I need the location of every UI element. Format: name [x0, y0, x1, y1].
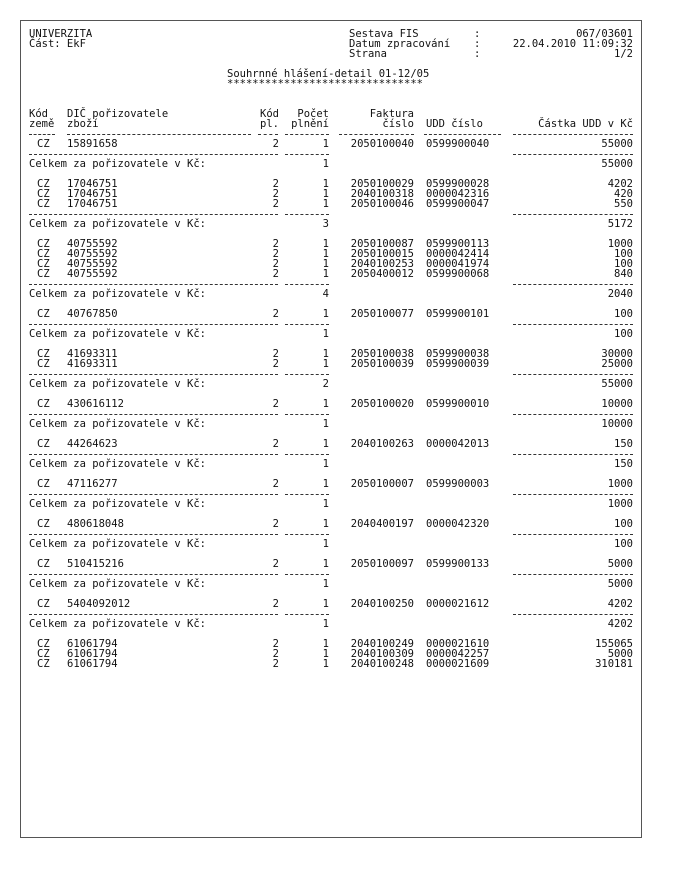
table-row: [29, 439, 633, 449]
column-header-rule: [29, 129, 633, 139]
cell-kod-zeme: CZ: [37, 648, 50, 660]
cell-faktura: 2040400197: [350, 518, 414, 530]
group-total-row: [29, 379, 633, 389]
cell-pocet: 1: [322, 518, 329, 530]
cell-faktura: 2050100039: [350, 358, 414, 370]
table-row: [29, 259, 633, 269]
report-title-underline: *******************************: [227, 78, 423, 90]
col-udd: UDD číslo: [426, 118, 483, 130]
group-total-row: [29, 419, 633, 429]
cell-kod-pl: 2: [272, 308, 279, 320]
cell-faktura: 2050100029: [350, 178, 414, 190]
cell-kod-pl: 2: [272, 638, 279, 650]
group-total-row: [29, 289, 633, 299]
cell-pocet: 1: [322, 438, 329, 450]
cell-udd: 0599900113: [426, 238, 490, 250]
total-label: Celkem za pořizovatele v Kč:: [29, 378, 207, 390]
col-dic-2: zboží: [67, 118, 99, 130]
cell-faktura: 2050100020: [350, 398, 414, 410]
group-total-row: [29, 219, 633, 229]
cell-pocet: 1: [322, 258, 329, 270]
cell-faktura: 2050100040: [350, 138, 414, 150]
cell-kod-pl: 2: [272, 268, 279, 280]
cell-pocet: 1: [322, 598, 329, 610]
total-amount: 4202: [607, 618, 633, 630]
total-count: 2: [322, 378, 329, 390]
cell-dic: 40755592: [67, 238, 118, 250]
cell-pocet: 1: [322, 348, 329, 360]
cell-kod-zeme: CZ: [37, 238, 50, 250]
cell-castka: 100: [614, 258, 633, 270]
cell-kod-pl: 2: [272, 438, 279, 450]
cell-castka: 150: [614, 438, 633, 450]
cell-kod-pl: 2: [272, 478, 279, 490]
col-kod-pl-2: pl.: [260, 118, 279, 130]
total-amount: 100: [614, 538, 633, 550]
cell-kod-zeme: CZ: [37, 358, 50, 370]
cell-pocet: 1: [322, 198, 329, 210]
total-amount: 5000: [607, 578, 633, 590]
cell-faktura: 2040100263: [350, 438, 414, 450]
cell-pocet: 1: [322, 308, 329, 320]
cell-kod-pl: 2: [272, 188, 279, 200]
table-row: [29, 139, 633, 149]
cell-castka: 1000: [607, 478, 633, 490]
cell-pocet: 1: [322, 558, 329, 570]
cell-castka: 840: [614, 268, 633, 280]
total-amount: 2040: [607, 288, 633, 300]
cell-kod-pl: 2: [272, 138, 279, 150]
cell-kod-zeme: CZ: [37, 258, 50, 270]
cell-faktura: 2050100007: [350, 478, 414, 490]
cell-udd: 0599900039: [426, 358, 490, 370]
cell-dic: 40755592: [67, 248, 118, 260]
cell-castka: 100: [614, 308, 633, 320]
sep-2: :: [474, 38, 481, 50]
cell-pocet: 1: [322, 238, 329, 250]
total-label: Celkem za pořizovatele v Kč:: [29, 218, 207, 230]
cell-udd: 0000042316: [426, 188, 490, 200]
cell-faktura: 2040100318: [350, 188, 414, 200]
cell-udd: 0000041974: [426, 258, 490, 270]
cell-faktura: 2050400012: [350, 268, 414, 280]
cell-castka: 30000: [601, 348, 633, 360]
cell-udd: 0000042257: [426, 648, 490, 660]
table-row: [29, 639, 633, 649]
report-title: Souhrnné hlášení-detail 01-12/05: [227, 68, 430, 80]
table-row: [29, 399, 633, 409]
total-label: Celkem za pořizovatele v Kč:: [29, 418, 207, 430]
col-pocet-2: plnění: [291, 118, 329, 130]
cell-dic: 510415216: [67, 558, 124, 570]
header-line-2: [29, 39, 633, 49]
cell-faktura: 2050100087: [350, 238, 414, 250]
cell-kod-zeme: CZ: [37, 198, 50, 210]
group-total-row: [29, 499, 633, 509]
table-row: [29, 309, 633, 319]
cell-kod-zeme: CZ: [37, 438, 50, 450]
cell-kod-zeme: CZ: [37, 398, 50, 410]
cell-kod-zeme: CZ: [37, 248, 50, 260]
cell-udd: 0000042414: [426, 248, 490, 260]
cell-udd: 0000021610: [426, 638, 490, 650]
group-total-row: [29, 159, 633, 169]
cell-castka: 100: [614, 518, 633, 530]
cell-faktura: 2050100038: [350, 348, 414, 360]
cell-udd: 0599900028: [426, 178, 490, 190]
cell-udd: 0000021612: [426, 598, 490, 610]
total-label: Celkem za pořizovatele v Kč:: [29, 328, 207, 340]
col-dic: DIČ pořizovatele: [67, 108, 169, 120]
total-count: 4: [322, 288, 329, 300]
total-label: Celkem za pořizovatele v Kč:: [29, 538, 207, 550]
table-row: [29, 189, 633, 199]
report-body: [29, 29, 633, 669]
cell-pocet: 1: [322, 248, 329, 260]
table-row: [29, 599, 633, 609]
cell-dic: 17046751: [67, 188, 118, 200]
total-amount: 1000: [607, 498, 633, 510]
total-count: 1: [322, 458, 329, 470]
cell-dic: 480618048: [67, 518, 124, 530]
part-label: Část: EkF: [29, 38, 86, 50]
cell-dic: 40755592: [67, 258, 118, 270]
strana-value: 1/2: [614, 48, 633, 60]
col-kod-zeme: Kód: [29, 108, 48, 120]
sep-1: :: [474, 28, 481, 40]
cell-kod-zeme: CZ: [37, 558, 50, 570]
table-row: [29, 649, 633, 659]
col-castka: Částka UDD v Kč: [538, 118, 633, 130]
cell-udd: 0599900101: [426, 308, 490, 320]
cell-kod-pl: 2: [272, 348, 279, 360]
cell-dic: 41693311: [67, 348, 118, 360]
cell-pocet: 1: [322, 478, 329, 490]
cell-udd: 0599900003: [426, 478, 490, 490]
total-count: 1: [322, 418, 329, 430]
cell-kod-zeme: CZ: [37, 178, 50, 190]
cell-kod-zeme: CZ: [37, 518, 50, 530]
table-row: [29, 239, 633, 249]
cell-udd: 0599900010: [426, 398, 490, 410]
total-count: 3: [322, 218, 329, 230]
table-row: [29, 199, 633, 209]
cell-kod-pl: 2: [272, 248, 279, 260]
total-label: Celkem za pořizovatele v Kč:: [29, 618, 207, 630]
cell-dic: 17046751: [67, 178, 118, 190]
cell-udd: 0000042320: [426, 518, 490, 530]
total-amount: 10000: [601, 418, 633, 430]
cell-dic: 41693311: [67, 358, 118, 370]
total-count: 1: [322, 578, 329, 590]
cell-castka: 550: [614, 198, 633, 210]
cell-faktura: 2050100097: [350, 558, 414, 570]
total-label: Celkem za pořizovatele v Kč:: [29, 288, 207, 300]
cell-udd: 0599900038: [426, 348, 490, 360]
cell-kod-zeme: CZ: [37, 348, 50, 360]
table-row: [29, 179, 633, 189]
group-total-row: [29, 329, 633, 339]
cell-udd: 0599900068: [426, 268, 490, 280]
cell-castka: 4202: [607, 178, 633, 190]
strana-label: Strana: [349, 48, 387, 60]
cell-pocet: 1: [322, 638, 329, 650]
total-count: 1: [322, 498, 329, 510]
cell-faktura: 2040100249: [350, 638, 414, 650]
col-kod-zeme-2: země: [29, 118, 55, 130]
cell-faktura: 2050100077: [350, 308, 414, 320]
cell-dic: 44264623: [67, 438, 118, 450]
table-row: [29, 359, 633, 369]
table-row: [29, 479, 633, 489]
cell-dic: 40767850: [67, 308, 118, 320]
cell-kod-pl: 2: [272, 178, 279, 190]
cell-castka: 420: [614, 188, 633, 200]
cell-dic: 15891658: [67, 138, 118, 150]
cell-castka: 55000: [601, 138, 633, 150]
report-groups: [29, 139, 633, 669]
total-count: 1: [322, 618, 329, 630]
cell-kod-zeme: CZ: [37, 598, 50, 610]
cell-dic: 40755592: [67, 268, 118, 280]
cell-castka: 155065: [595, 638, 633, 650]
datum-label: Datum zpracování: [349, 38, 451, 50]
cell-faktura: 2040100253: [350, 258, 414, 270]
report-page: [20, 20, 642, 838]
cell-castka: 5000: [607, 648, 633, 660]
total-count: 1: [322, 538, 329, 550]
cell-pocet: 1: [322, 138, 329, 150]
cell-kod-pl: 2: [272, 648, 279, 660]
cell-kod-zeme: CZ: [37, 638, 50, 650]
cell-kod-zeme: CZ: [37, 268, 50, 280]
cell-castka: 5000: [607, 558, 633, 570]
cell-faktura: 2050100046: [350, 198, 414, 210]
cell-castka: 10000: [601, 398, 633, 410]
cell-kod-pl: 2: [272, 238, 279, 250]
cell-dic: 47116277: [67, 478, 118, 490]
cell-kod-zeme: CZ: [37, 138, 50, 150]
cell-pocet: 1: [322, 358, 329, 370]
table-row: [29, 249, 633, 259]
report-title-stars-line: [29, 79, 633, 89]
header-line-3: [29, 49, 633, 59]
cell-pocet: 1: [322, 648, 329, 660]
cell-faktura: 2050100015: [350, 248, 414, 260]
total-label: Celkem za pořizovatele v Kč:: [29, 158, 207, 170]
col-faktura: Faktura: [369, 108, 414, 120]
cell-faktura: 2040100309: [350, 648, 414, 660]
cell-kod-pl: 2: [272, 598, 279, 610]
group-total-row: [29, 619, 633, 629]
total-amount: 150: [614, 458, 633, 470]
cell-faktura: 2040100248: [350, 658, 414, 670]
table-row: [29, 349, 633, 359]
cell-castka: 1000: [607, 238, 633, 250]
sep-3: :: [474, 48, 481, 60]
cell-dic: 61061794: [67, 648, 118, 660]
total-amount: 55000: [601, 158, 633, 170]
cell-castka: 4202: [607, 598, 633, 610]
datum-value: 22.04.2010 11:09:32: [512, 38, 633, 50]
cell-castka: 25000: [601, 358, 633, 370]
cell-kod-zeme: CZ: [37, 308, 50, 320]
cell-pocet: 1: [322, 178, 329, 190]
org-name: UNIVERZITA: [29, 28, 93, 40]
cell-dic: 5404092012: [67, 598, 131, 610]
cell-dic: 430616112: [67, 398, 124, 410]
cell-dic: 17046751: [67, 198, 118, 210]
sestava-value: 067/03601: [576, 28, 633, 40]
total-count: 1: [322, 328, 329, 340]
cell-kod-zeme: CZ: [37, 478, 50, 490]
cell-faktura: 2040100250: [350, 598, 414, 610]
group-total-row: [29, 459, 633, 469]
cell-udd: 0599900047: [426, 198, 490, 210]
table-row: [29, 519, 633, 529]
total-label: Celkem za pořizovatele v Kč:: [29, 498, 207, 510]
total-amount: 5172: [607, 218, 633, 230]
cell-udd: 0000042013: [426, 438, 490, 450]
total-label: Celkem za pořizovatele v Kč:: [29, 578, 207, 590]
cell-udd: 0000021609: [426, 658, 490, 670]
cell-kod-pl: 2: [272, 658, 279, 670]
table-row: [29, 269, 633, 279]
cell-kod-pl: 2: [272, 258, 279, 270]
cell-udd: 0599900040: [426, 138, 490, 150]
cell-pocet: 1: [322, 398, 329, 410]
column-header-row-2: [29, 119, 633, 129]
cell-pocet: 1: [322, 658, 329, 670]
total-count: 1: [322, 158, 329, 170]
cell-kod-pl: 2: [272, 558, 279, 570]
cell-kod-pl: 2: [272, 358, 279, 370]
cell-kod-pl: 2: [272, 518, 279, 530]
cell-kod-pl: 2: [272, 198, 279, 210]
cell-udd: 0599900133: [426, 558, 490, 570]
cell-dic: 61061794: [67, 638, 118, 650]
col-kod-pl: Kód: [260, 108, 279, 120]
table-row: [29, 559, 633, 569]
cell-castka: 100: [614, 248, 633, 260]
col-pocet: Počet: [297, 108, 329, 120]
total-amount: 55000: [601, 378, 633, 390]
col-faktura-2: číslo: [382, 118, 414, 130]
cell-kod-zeme: CZ: [37, 658, 50, 670]
group-total-row: [29, 579, 633, 589]
cell-pocet: 1: [322, 188, 329, 200]
total-amount: 100: [614, 328, 633, 340]
cell-pocet: 1: [322, 268, 329, 280]
cell-kod-zeme: CZ: [37, 188, 50, 200]
total-label: Celkem za pořizovatele v Kč:: [29, 458, 207, 470]
cell-dic: 61061794: [67, 658, 118, 670]
group-total-row: [29, 539, 633, 549]
cell-castka: 310181: [595, 658, 633, 670]
table-row: [29, 659, 633, 669]
cell-kod-pl: 2: [272, 398, 279, 410]
sestava-label: Sestava FIS: [349, 28, 419, 40]
